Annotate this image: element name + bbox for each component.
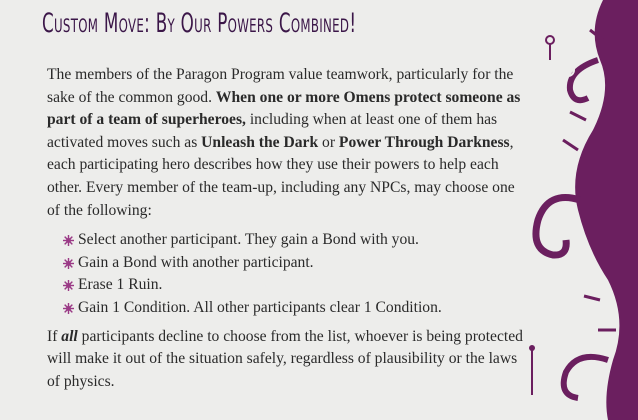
intro-text: including when at least one of them has activated moves such as [47, 111, 498, 151]
intro-paragraph [47, 64, 525, 222]
list-item [63, 297, 525, 320]
list-item [63, 252, 525, 275]
intro-text: The members of the Paragon Program value teamwork, particularly for the sake of the common good. [47, 66, 514, 106]
option-text: Erase 1 Ruin. [78, 276, 163, 294]
flower-bullet-icon [63, 303, 74, 314]
option-text: Gain 1 Condition. All other participants clear 1 Condition. [78, 298, 442, 316]
outro-text: If [47, 327, 62, 345]
outro-emphasis: all [61, 327, 78, 345]
intro-text: , each participating hero describes how they use their powers to help each other. Every member of the team-up, including any NPCs, may choose one of the following: [47, 133, 515, 219]
list-item [63, 229, 525, 252]
flower-bullet-icon [63, 280, 74, 291]
move-name-power-through: Power Through Darkness [338, 133, 510, 151]
option-text: Gain a Bond with another participant. [78, 253, 314, 271]
options-list [47, 229, 525, 319]
move-name-unleash: Unleash the Dark [201, 133, 319, 151]
move-text [47, 64, 525, 393]
option-text: Select another participant. They gain a Bond with you. [78, 231, 419, 249]
page-title: Custom Move: By Our Powers Combined! [42, 8, 357, 39]
intro-text: or [318, 133, 339, 151]
outro-paragraph [47, 326, 525, 394]
list-item [63, 274, 525, 297]
vine-decoration-icon [508, 0, 638, 420]
flower-bullet-icon [63, 235, 74, 246]
intro-bold-trigger: When one or more Omens protect someone as part of a team of superheroes, [47, 88, 521, 129]
flower-bullet-icon [63, 258, 74, 269]
outro-text: participants decline to choose from the list, whoever is being protected will make it out of the situation safely, regardless of plausibility or the laws of physics. [47, 327, 523, 390]
